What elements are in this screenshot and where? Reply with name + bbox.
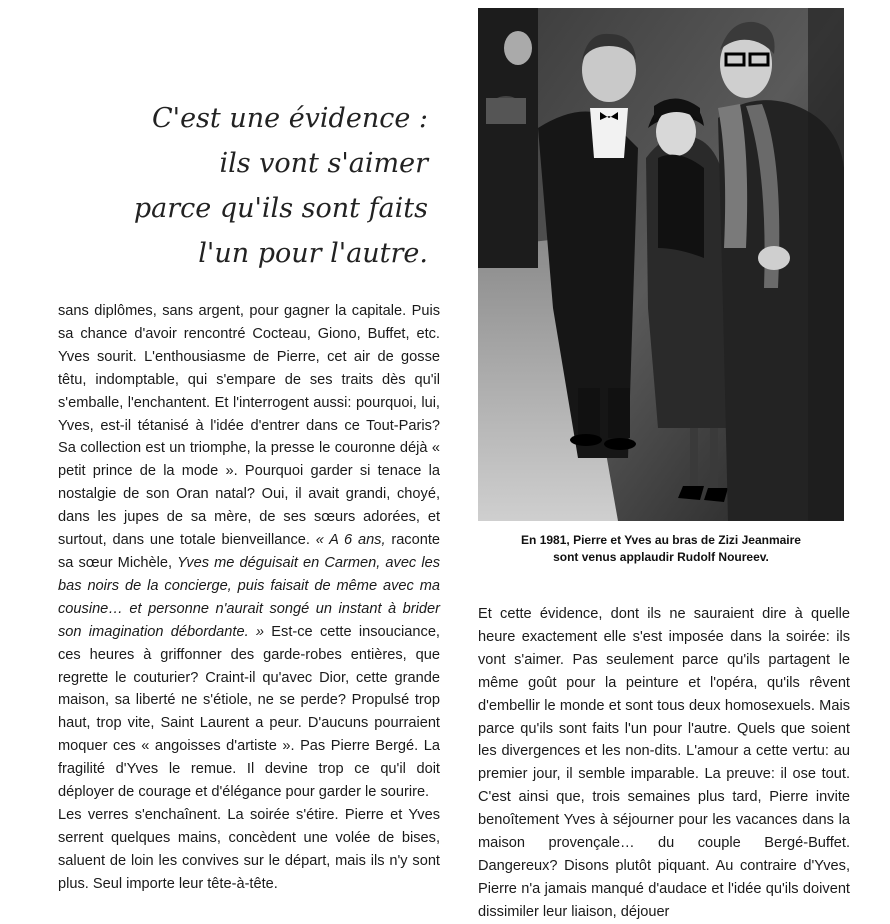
quote-run: « A 6 ans,	[315, 532, 386, 549]
photo-caption	[478, 532, 844, 566]
pull-quote-line: ils vont s'aimer	[219, 148, 428, 179]
paragraph	[58, 300, 440, 804]
text-run: raconte sa sœur Michèle,	[58, 532, 441, 571]
photo	[478, 8, 844, 521]
pull-quote-line: C'est une évidence :	[152, 103, 428, 134]
text-run: sans diplômes, sans argent, pour gagner la capitale. Puis sa chance d'avoir rencontré Cocteau, Giono, Buffet, etc. Yves sourit. L'enthousiasme de Pierre, cet air de gosse têtu, indomptable, qui s'empare de ses traits dès qu'il s'emballe, l'enchantent. Et l'interrogent aussi: pourquoi, lui, Yves, est-il tétanisé à l'idée d'entrer dans ce Tout-Paris? Sa collection est un triomphe, la presse le couronne déjà « petit prince de la mode ». Pourquoi garder si tenace la nostalgie de son Oran natal? Oui, il avait grandi, choyé, dans les jupes de sa mère, de ses sœurs adorées, et surtout, dans une totale bienveillance.	[58, 303, 440, 549]
paragraph: Et cette évidence, dont ils ne sauraient dire à quelle heure exactement elle s'est imposée dans la soirée: ils vont s'aimer. Pas seulement parce qu'ils partagent le même goût pour la peinture et l'opéra, qu'ils rêvent d'embellir le monde et sont tous deux homosexuels. Mais parce qu'ils sont faits l'un pour l'autre. Quels que soient les divergences et les non-dits. L'amour a cette vertu: au premier jour, il semble imparable. La preuve: il ose tout. C'est ainsi que, trois semaines plus tard, Pierre invite benoîtement Yves à séjourner pour les vacances dans la maison provençale… du couple Bergé-Buffet. Dangereux? Disons plutôt piquant. Au contraire d'Yves, Pierre n'a jamais manqué d'audace et l'idée qu'ils doivent dissimiler leur liaison, déjouer	[478, 606, 850, 920]
pull-quote	[118, 96, 428, 276]
paragraph: Les verres s'enchaînent. La soirée s'étire. Pierre et Yves serrent quelques mains, concèdent une volée de bises, saluent de loin les convives sur le départ, mais ils n'y sont plus. Seul importe leur tête-à-tête.	[58, 806, 440, 892]
quote-run: Yves me déguisait en Carmen, avec les bas noirs de la concierge, puis faisait de même avec ma cousine… et personne n'aurait songé un instant à brider son imagination débordante. »	[58, 554, 440, 640]
pull-quote-line: parce qu'ils sont faits	[133, 193, 428, 224]
photo-image	[478, 8, 844, 521]
caption-line: En 1981, Pierre et Yves au bras de Zizi Jeanmaire	[521, 533, 801, 547]
text-run: Est-ce cette insouciance, ces heures à griffonner des garde-robes entières, que regrette le couturier? Craint-il qu'avec Dior, cette grande maison, sa liberté ne s'étiole, ne se perde? Propulsé trop haut, trop vite, Saint Laurent a peur. D'aucuns pourraient moquer ces « angoisses d'artiste ». Pas Pierre Bergé. La fragilité d'Yves le remue. Il devine trop ce qu'il doit déployer de courage et d'élégance pour garder le sourire.	[58, 623, 440, 801]
pull-quote-line: l'un pour l'autre.	[198, 238, 428, 269]
right-column	[478, 603, 850, 924]
left-column	[58, 300, 440, 896]
caption-line: sont venus applaudir Rudolf Noureev.	[553, 550, 769, 564]
